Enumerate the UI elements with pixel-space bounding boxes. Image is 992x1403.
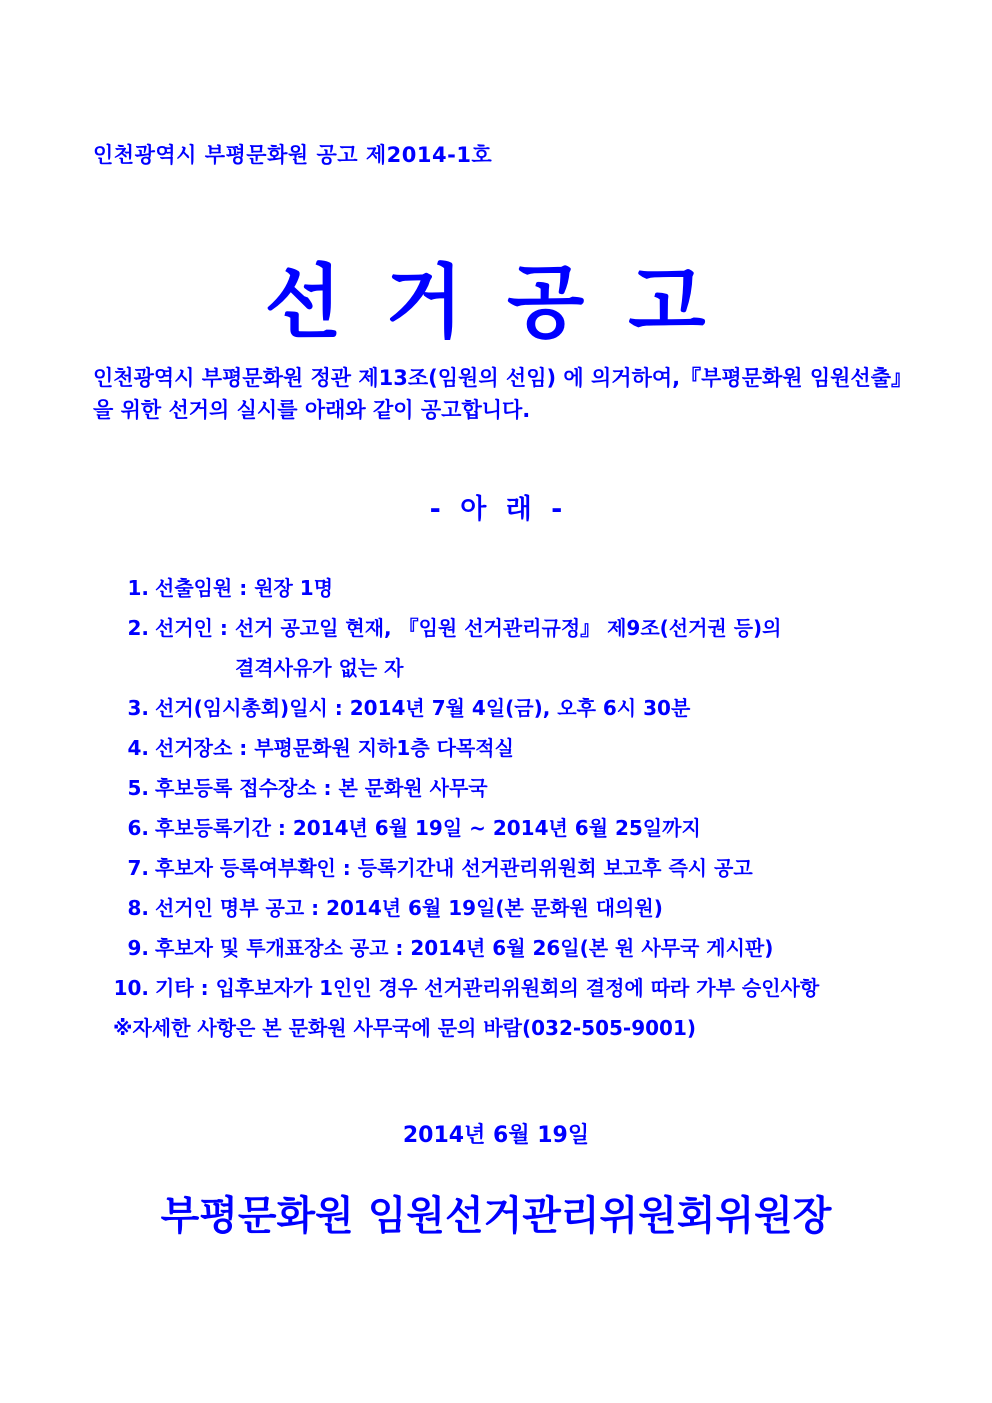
item-text: 선거인 : 선거 공고일 현재, 『임원 선거관리규정』 제9조(선거권 등)의 bbox=[155, 616, 782, 640]
item-text: 후보자 및 투개표장소 공고 : 2014년 6월 26일(본 원 사무국 게시판) bbox=[155, 936, 774, 960]
item-text: 기타 : 입후보자가 1인인 경우 선거관리위원회의 결정에 따라 가부 승인사항 bbox=[155, 976, 820, 1000]
section-heading: - 아 래 - bbox=[429, 494, 563, 525]
item-number: 7. bbox=[127, 856, 149, 880]
item-number: 6. bbox=[127, 816, 149, 840]
list-item bbox=[113, 694, 913, 734]
item-text: 후보자 등록여부확인 : 등록기간내 선거관리위원회 보고후 즉시 공고 bbox=[155, 856, 753, 880]
list-item bbox=[113, 574, 913, 614]
item-number: 2. bbox=[127, 616, 149, 640]
page-title: 선거공고 bbox=[264, 256, 750, 349]
item-list bbox=[113, 574, 913, 1054]
list-item bbox=[113, 814, 913, 854]
note bbox=[113, 1014, 913, 1054]
item-number: 10. bbox=[113, 976, 149, 1000]
item-number: 5. bbox=[127, 776, 149, 800]
list-item bbox=[113, 734, 913, 774]
item-text: 후보등록기간 : 2014년 6월 19일 ~ 2014년 6월 25일까지 bbox=[155, 816, 701, 840]
note-text: ※자세한 사항은 본 문화원 사무국에 문의 바람(032-505-9001) bbox=[113, 1016, 697, 1040]
item-text: 후보등록 접수장소 : 본 문화원 사무국 bbox=[155, 776, 488, 800]
signer: 부평문화원 임원선거관리위원회위원장 bbox=[160, 1193, 832, 1239]
item-number: 3. bbox=[127, 696, 149, 720]
item-text: 선거인 명부 공고 : 2014년 6월 19일(본 문화원 대의원) bbox=[155, 896, 663, 920]
notice-number: 인천광역시 부평문화원 공고 제2014-1호 bbox=[93, 143, 493, 167]
item-number: 8. bbox=[127, 896, 149, 920]
list-item bbox=[113, 854, 913, 894]
item-text: 결격사유가 없는 자 bbox=[235, 656, 404, 680]
item-number: 1. bbox=[127, 576, 149, 600]
item-text: 선출임원 : 원장 1명 bbox=[155, 576, 334, 600]
item-number: 9. bbox=[127, 936, 149, 960]
item-text: 선거장소 : 부평문화원 지하1층 다목적실 bbox=[155, 736, 514, 760]
list-item bbox=[113, 774, 913, 814]
item-text: 선거(임시총회)일시 : 2014년 7월 4일(금), 오후 6시 30분 bbox=[155, 696, 691, 720]
list-item bbox=[113, 974, 913, 1014]
notice-date: 2014년 6월 19일 bbox=[402, 1123, 590, 1148]
item-number: 4. bbox=[127, 736, 149, 760]
list-item-continuation bbox=[113, 654, 913, 694]
list-item bbox=[113, 934, 913, 974]
list-item bbox=[113, 614, 913, 654]
list-item bbox=[113, 894, 913, 934]
intro-paragraph: 인천광역시 부평문화원 정관 제13조(임원의 선임) 에 의거하여,『부평문화원 임원선출』을 위한 선거의 실시를 아래와 같이 공고합니다. bbox=[93, 366, 913, 422]
